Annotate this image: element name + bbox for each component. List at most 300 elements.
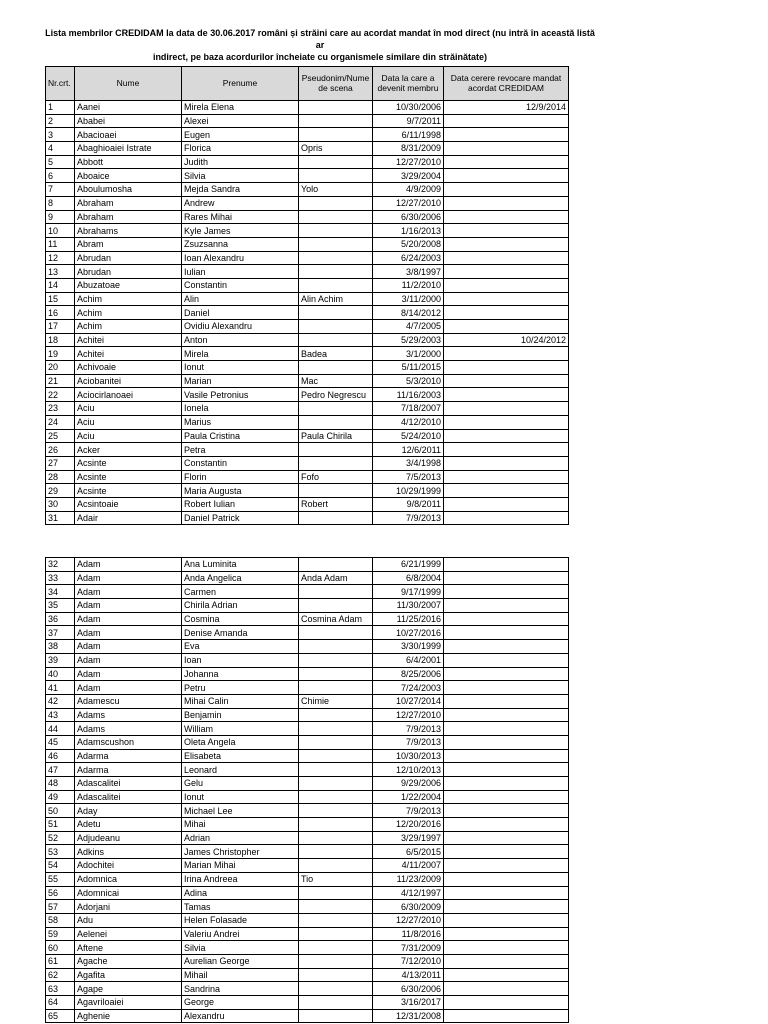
table-row — [46, 968, 569, 982]
cell-prenume: Mihai — [182, 818, 299, 832]
cell-prenume: Irina Andreea — [182, 872, 299, 886]
cell-nume: Aboaice — [75, 169, 182, 183]
cell-pseudonim — [299, 763, 373, 777]
cell-nr: 11 — [46, 237, 75, 251]
cell-data-revocare — [444, 142, 569, 156]
table-row — [46, 749, 569, 763]
cell-data-revocare — [444, 694, 569, 708]
cell-nume: Aelenei — [75, 927, 182, 941]
cell-prenume: Sandrina — [182, 982, 299, 996]
cell-nume: Abram — [75, 237, 182, 251]
cell-prenume: Kyle James — [182, 224, 299, 238]
cell-nr: 58 — [46, 913, 75, 927]
cell-data-revocare — [444, 954, 569, 968]
cell-nr: 34 — [46, 585, 75, 599]
cell-data-revocare — [444, 114, 569, 128]
cell-nume: Adarma — [75, 763, 182, 777]
cell-nume: Aciocirlanoaei — [75, 388, 182, 402]
cell-nr: 32 — [46, 558, 75, 572]
cell-data-membru: 10/27/2016 — [373, 626, 444, 640]
cell-nume: Adomnica — [75, 872, 182, 886]
table-row — [46, 443, 569, 457]
title-line-1: Lista membrilor CREDIDAM la data de 30.06.2017 români și străini care au acordat mandat în mod direct (nu intră în această listă ar — [45, 28, 595, 50]
cell-pseudonim — [299, 210, 373, 224]
cell-data-membru: 6/30/2006 — [373, 210, 444, 224]
cell-pseudonim — [299, 558, 373, 572]
cell-nr: 19 — [46, 347, 75, 361]
table-row — [46, 278, 569, 292]
table-row — [46, 265, 569, 279]
cell-prenume: Mihail — [182, 968, 299, 982]
cell-data-membru: 7/31/2009 — [373, 941, 444, 955]
cell-data-revocare — [444, 763, 569, 777]
cell-pseudonim — [299, 722, 373, 736]
cell-prenume: Marius — [182, 415, 299, 429]
cell-nume: Aciu — [75, 415, 182, 429]
cell-pseudonim — [299, 996, 373, 1010]
cell-data-revocare — [444, 484, 569, 498]
cell-data-membru: 4/9/2009 — [373, 183, 444, 197]
cell-data-membru: 9/17/1999 — [373, 585, 444, 599]
cell-data-revocare — [444, 251, 569, 265]
cell-data-revocare — [444, 237, 569, 251]
cell-data-revocare — [444, 831, 569, 845]
cell-data-revocare — [444, 818, 569, 832]
cell-nr: 65 — [46, 1009, 75, 1023]
title-line-2: indirect, pe baza acordurilor încheiate cu organismele similare din străinătate) — [152, 52, 488, 62]
cell-data-revocare — [444, 347, 569, 361]
cell-nr: 63 — [46, 982, 75, 996]
cell-pseudonim — [299, 1009, 373, 1023]
table-row — [46, 484, 569, 498]
cell-data-membru: 4/7/2005 — [373, 320, 444, 334]
cell-prenume: Aurelian George — [182, 954, 299, 968]
table-row — [46, 374, 569, 388]
cell-prenume: Marian Mihai — [182, 859, 299, 873]
cell-data-membru: 3/1/2000 — [373, 347, 444, 361]
table-row — [46, 831, 569, 845]
cell-nr: 1 — [46, 101, 75, 115]
cell-nr: 59 — [46, 927, 75, 941]
cell-nume: Adam — [75, 558, 182, 572]
table-row — [46, 722, 569, 736]
cell-nr: 33 — [46, 571, 75, 585]
cell-nr: 2 — [46, 114, 75, 128]
cell-nr: 31 — [46, 511, 75, 525]
cell-prenume: Zsuzsanna — [182, 237, 299, 251]
cell-data-revocare — [444, 443, 569, 457]
cell-data-membru: 7/12/2010 — [373, 954, 444, 968]
table-row — [46, 183, 569, 197]
cell-nr: 56 — [46, 886, 75, 900]
cell-pseudonim — [299, 361, 373, 375]
cell-nume: Adetu — [75, 818, 182, 832]
cell-data-membru: 11/25/2016 — [373, 612, 444, 626]
table-row — [46, 804, 569, 818]
table-row — [46, 694, 569, 708]
cell-data-revocare — [444, 722, 569, 736]
table-row — [46, 169, 569, 183]
cell-nume: Adam — [75, 667, 182, 681]
cell-data-membru: 10/30/2013 — [373, 749, 444, 763]
header-pseudonim: Pseudonim/Nume de scena — [299, 67, 373, 101]
cell-nume: Adam — [75, 681, 182, 695]
cell-prenume: Judith — [182, 155, 299, 169]
cell-prenume: Constantin — [182, 456, 299, 470]
cell-nume: Adamescu — [75, 694, 182, 708]
table-row — [46, 900, 569, 914]
cell-prenume: Benjamin — [182, 708, 299, 722]
cell-nr: 40 — [46, 667, 75, 681]
cell-nume: Achivoaie — [75, 361, 182, 375]
cell-nr: 13 — [46, 265, 75, 279]
cell-nume: Adam — [75, 653, 182, 667]
cell-nume: Adam — [75, 640, 182, 654]
cell-prenume: Gelu — [182, 777, 299, 791]
cell-pseudonim: Tio — [299, 872, 373, 886]
cell-data-revocare — [444, 374, 569, 388]
table-row — [46, 954, 569, 968]
cell-prenume: Oleta Angela — [182, 735, 299, 749]
cell-pseudonim — [299, 735, 373, 749]
table-row — [46, 155, 569, 169]
cell-nr: 30 — [46, 497, 75, 511]
table-row — [46, 612, 569, 626]
cell-data-revocare — [444, 927, 569, 941]
cell-nr: 43 — [46, 708, 75, 722]
cell-data-revocare — [444, 320, 569, 334]
table-row — [46, 251, 569, 265]
cell-nr: 42 — [46, 694, 75, 708]
table-row — [46, 470, 569, 484]
cell-nr: 7 — [46, 183, 75, 197]
cell-prenume: Alexandru — [182, 1009, 299, 1023]
cell-nr: 9 — [46, 210, 75, 224]
table-row — [46, 101, 569, 115]
cell-data-membru: 12/6/2011 — [373, 443, 444, 457]
cell-pseudonim — [299, 402, 373, 416]
table-row — [46, 429, 569, 443]
cell-prenume: Johanna — [182, 667, 299, 681]
cell-nume: Acsinte — [75, 456, 182, 470]
table-row — [46, 859, 569, 873]
cell-prenume: Paula Cristina — [182, 429, 299, 443]
cell-nr: 5 — [46, 155, 75, 169]
cell-pseudonim — [299, 941, 373, 955]
cell-nume: Adascalitei — [75, 777, 182, 791]
cell-prenume: Marian — [182, 374, 299, 388]
cell-prenume: Cosmina — [182, 612, 299, 626]
cell-data-membru: 12/27/2010 — [373, 196, 444, 210]
cell-nume: Adam — [75, 585, 182, 599]
cell-data-revocare — [444, 224, 569, 238]
table-row — [46, 306, 569, 320]
cell-pseudonim — [299, 443, 373, 457]
cell-nr: 38 — [46, 640, 75, 654]
cell-prenume: Mihai Calin — [182, 694, 299, 708]
cell-data-revocare — [444, 292, 569, 306]
cell-nume: Agavriloaiei — [75, 996, 182, 1010]
cell-nr: 22 — [46, 388, 75, 402]
cell-data-revocare — [444, 804, 569, 818]
cell-pseudonim — [299, 456, 373, 470]
cell-data-membru: 5/11/2015 — [373, 361, 444, 375]
cell-pseudonim — [299, 845, 373, 859]
cell-prenume: Ovidiu Alexandru — [182, 320, 299, 334]
cell-nr: 35 — [46, 599, 75, 613]
cell-nr: 14 — [46, 278, 75, 292]
table-row — [46, 128, 569, 142]
cell-pseudonim — [299, 128, 373, 142]
cell-data-revocare — [444, 169, 569, 183]
cell-pseudonim — [299, 114, 373, 128]
cell-prenume: Mejda Sandra — [182, 183, 299, 197]
cell-data-revocare — [444, 388, 569, 402]
cell-data-membru: 12/10/2013 — [373, 763, 444, 777]
table-row — [46, 653, 569, 667]
cell-data-revocare — [444, 511, 569, 525]
cell-data-revocare — [444, 497, 569, 511]
cell-prenume: Petra — [182, 443, 299, 457]
cell-data-membru: 1/16/2013 — [373, 224, 444, 238]
cell-nume: Abaghioaiei Istrate — [75, 142, 182, 156]
cell-nr: 21 — [46, 374, 75, 388]
cell-nume: Abacioaei — [75, 128, 182, 142]
cell-data-membru: 6/24/2003 — [373, 251, 444, 265]
cell-nume: Aday — [75, 804, 182, 818]
cell-prenume: Adina — [182, 886, 299, 900]
cell-data-membru: 10/30/2006 — [373, 101, 444, 115]
cell-data-revocare — [444, 470, 569, 484]
cell-nume: Adjudeanu — [75, 831, 182, 845]
cell-nr: 50 — [46, 804, 75, 818]
cell-data-revocare — [444, 402, 569, 416]
cell-nr: 10 — [46, 224, 75, 238]
cell-prenume: Robert Iulian — [182, 497, 299, 511]
cell-prenume: Eugen — [182, 128, 299, 142]
cell-nume: Aciu — [75, 429, 182, 443]
cell-prenume: Anda Angelica — [182, 571, 299, 585]
cell-data-membru: 7/5/2013 — [373, 470, 444, 484]
cell-nume: Agape — [75, 982, 182, 996]
table-row — [46, 558, 569, 572]
cell-prenume: Chirila Adrian — [182, 599, 299, 613]
cell-pseudonim — [299, 954, 373, 968]
cell-nume: Aciu — [75, 402, 182, 416]
cell-nr: 47 — [46, 763, 75, 777]
cell-data-revocare — [444, 571, 569, 585]
table-row — [46, 511, 569, 525]
table-row — [46, 361, 569, 375]
cell-data-revocare — [444, 749, 569, 763]
cell-nume: Aanei — [75, 101, 182, 115]
cell-pseudonim — [299, 484, 373, 498]
table-row — [46, 388, 569, 402]
cell-prenume: Carmen — [182, 585, 299, 599]
table-row — [46, 763, 569, 777]
cell-prenume: Valeriu Andrei — [182, 927, 299, 941]
cell-nume: Adu — [75, 913, 182, 927]
cell-pseudonim — [299, 196, 373, 210]
cell-pseudonim: Cosmina Adam — [299, 612, 373, 626]
table-row — [46, 790, 569, 804]
cell-pseudonim — [299, 886, 373, 900]
cell-nume: Adomnicai — [75, 886, 182, 900]
table-row — [46, 571, 569, 585]
cell-pseudonim — [299, 818, 373, 832]
cell-pseudonim — [299, 251, 373, 265]
cell-nume: Adkins — [75, 845, 182, 859]
members-table — [45, 66, 569, 525]
cell-data-revocare — [444, 612, 569, 626]
table-row — [46, 599, 569, 613]
cell-data-membru: 6/30/2009 — [373, 900, 444, 914]
cell-nr: 62 — [46, 968, 75, 982]
cell-nr: 6 — [46, 169, 75, 183]
table-row — [46, 626, 569, 640]
cell-pseudonim — [299, 653, 373, 667]
cell-data-revocare — [444, 996, 569, 1010]
cell-data-membru: 3/30/1999 — [373, 640, 444, 654]
cell-data-membru: 11/8/2016 — [373, 927, 444, 941]
cell-data-membru: 12/27/2010 — [373, 708, 444, 722]
cell-prenume: Ionut — [182, 361, 299, 375]
cell-data-membru: 11/30/2007 — [373, 599, 444, 613]
cell-nume: Acsintoaie — [75, 497, 182, 511]
cell-nr: 51 — [46, 818, 75, 832]
cell-nr: 61 — [46, 954, 75, 968]
cell-data-revocare — [444, 790, 569, 804]
cell-data-membru: 5/24/2010 — [373, 429, 444, 443]
cell-pseudonim: Opris — [299, 142, 373, 156]
cell-data-membru: 11/16/2003 — [373, 388, 444, 402]
table-row — [46, 224, 569, 238]
cell-pseudonim: Alin Achim — [299, 292, 373, 306]
cell-nume: Adam — [75, 599, 182, 613]
cell-nume: Acker — [75, 443, 182, 457]
cell-nume: Acsinte — [75, 470, 182, 484]
cell-prenume: Petru — [182, 681, 299, 695]
cell-prenume: Ioan Alexandru — [182, 251, 299, 265]
cell-nr: 4 — [46, 142, 75, 156]
cell-pseudonim: Robert — [299, 497, 373, 511]
cell-data-membru: 3/11/2000 — [373, 292, 444, 306]
cell-prenume: Eva — [182, 640, 299, 654]
cell-data-revocare — [444, 210, 569, 224]
cell-nr: 44 — [46, 722, 75, 736]
cell-nr: 60 — [46, 941, 75, 955]
cell-prenume: Iulian — [182, 265, 299, 279]
cell-pseudonim — [299, 415, 373, 429]
table-row — [46, 913, 569, 927]
header-data-membru: Data la care a devenit membru — [373, 67, 444, 101]
cell-data-revocare — [444, 653, 569, 667]
cell-data-revocare — [444, 415, 569, 429]
cell-nume: Agafita — [75, 968, 182, 982]
table-row — [46, 640, 569, 654]
cell-pseudonim — [299, 968, 373, 982]
cell-prenume: James Christopher — [182, 845, 299, 859]
cell-data-revocare — [444, 640, 569, 654]
cell-data-membru: 11/23/2009 — [373, 872, 444, 886]
cell-pseudonim: Badea — [299, 347, 373, 361]
cell-data-revocare — [444, 429, 569, 443]
cell-nume: Adarma — [75, 749, 182, 763]
header-row — [46, 67, 569, 101]
cell-nr: 23 — [46, 402, 75, 416]
cell-prenume: Ionela — [182, 402, 299, 416]
cell-data-membru: 7/9/2013 — [373, 511, 444, 525]
cell-data-membru: 6/30/2006 — [373, 982, 444, 996]
table-row — [46, 941, 569, 955]
cell-nume: Ababei — [75, 114, 182, 128]
cell-nr: 36 — [46, 612, 75, 626]
cell-nume: Adochitei — [75, 859, 182, 873]
cell-data-revocare — [444, 585, 569, 599]
cell-nr: 41 — [46, 681, 75, 695]
header-nr: Nr.crt. — [46, 67, 75, 101]
cell-pseudonim — [299, 224, 373, 238]
table-row — [46, 292, 569, 306]
table-row — [46, 818, 569, 832]
table-row — [46, 777, 569, 791]
cell-data-revocare: 10/24/2012 — [444, 333, 569, 347]
table-row — [46, 667, 569, 681]
table-row — [46, 142, 569, 156]
cell-data-membru: 8/14/2012 — [373, 306, 444, 320]
cell-data-revocare: 12/9/2014 — [444, 101, 569, 115]
cell-nume: Adams — [75, 708, 182, 722]
cell-prenume: Silvia — [182, 941, 299, 955]
cell-data-revocare — [444, 982, 569, 996]
table-row — [46, 402, 569, 416]
cell-nume: Achitei — [75, 333, 182, 347]
cell-nr: 46 — [46, 749, 75, 763]
cell-prenume: Helen Folasade — [182, 913, 299, 927]
cell-data-membru: 12/27/2010 — [373, 913, 444, 927]
cell-pseudonim — [299, 913, 373, 927]
cell-nume: Achim — [75, 306, 182, 320]
cell-nr: 39 — [46, 653, 75, 667]
cell-data-membru: 9/8/2011 — [373, 497, 444, 511]
table-row — [46, 681, 569, 695]
cell-pseudonim — [299, 681, 373, 695]
cell-pseudonim: Anda Adam — [299, 571, 373, 585]
cell-data-membru: 8/31/2009 — [373, 142, 444, 156]
cell-data-membru: 5/29/2003 — [373, 333, 444, 347]
cell-data-revocare — [444, 681, 569, 695]
cell-prenume: Ioan — [182, 653, 299, 667]
table-row — [46, 982, 569, 996]
cell-pseudonim — [299, 859, 373, 873]
cell-data-membru: 3/16/2017 — [373, 996, 444, 1010]
cell-nr: 25 — [46, 429, 75, 443]
cell-nume: Adam — [75, 626, 182, 640]
cell-prenume: Tamas — [182, 900, 299, 914]
cell-pseudonim: Mac — [299, 374, 373, 388]
cell-nume: Achim — [75, 292, 182, 306]
table-row — [46, 237, 569, 251]
cell-nume: Adamscushon — [75, 735, 182, 749]
cell-pseudonim — [299, 155, 373, 169]
cell-data-membru: 9/7/2011 — [373, 114, 444, 128]
cell-pseudonim: Paula Chirila — [299, 429, 373, 443]
cell-prenume: Adrian — [182, 831, 299, 845]
cell-nr: 57 — [46, 900, 75, 914]
cell-pseudonim — [299, 927, 373, 941]
table-row — [46, 585, 569, 599]
cell-data-membru: 6/21/1999 — [373, 558, 444, 572]
